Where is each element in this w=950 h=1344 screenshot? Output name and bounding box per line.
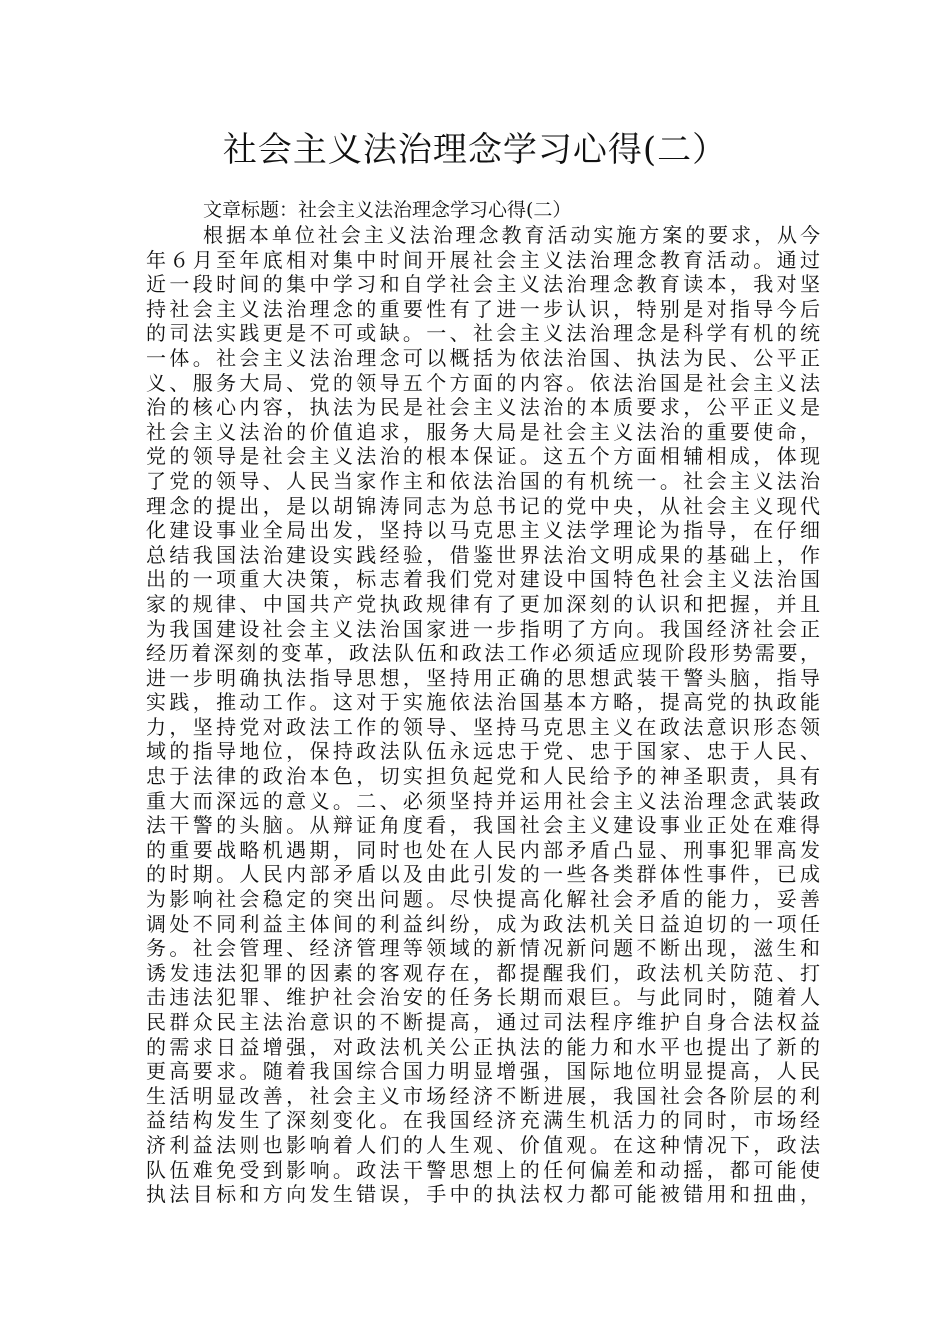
body-line: 出的一项重大决策，标志着我们党对建设中国特色社会主义法治国 bbox=[146, 567, 820, 592]
body-line: 力，坚持党对政法工作的领导、坚持马克思主义在政法意识形态领 bbox=[146, 714, 820, 739]
body-line: 队伍难免受到影响。政法干警思想上的任何偏差和动摇，都可能使 bbox=[146, 1157, 820, 1182]
body-line: 理念的提出，是以胡锦涛同志为总书记的党中央，从社会主义现代 bbox=[146, 493, 820, 518]
body-line: 更高要求。随着我国综合国力明显增强，国际地位明显提高，人民 bbox=[146, 1059, 820, 1084]
body-line: 的司法实践更是不可或缺。一、社会主义法治理念是科学有机的统 bbox=[146, 321, 820, 346]
body-line: 诱发违法犯罪的因素的客观存在，都提醒我们，政法机关防范、打 bbox=[146, 960, 820, 985]
body-line: 进一步明确执法指导思想，坚持用正确的思想武装干警头脑，指导 bbox=[146, 665, 820, 690]
body-line: 民群众民主法治意识的不断提高，通过司法程序维护自身合法权益 bbox=[146, 1010, 820, 1034]
body-line: 生活明显改善，社会主义市场经济不断进展，我国社会各阶层的利 bbox=[146, 1083, 820, 1108]
body-line: 根据本单位社会主义法治理念教育活动实施方案的要求，从今 bbox=[203, 223, 820, 247]
body-line: 经历着深刻的变革，政法队伍和政法工作必须适应现阶段形势需要， bbox=[146, 641, 820, 666]
body-line: 调处不同利益主体间的利益纠纷，成为政法机关日益迫切的一项任 bbox=[146, 911, 820, 936]
body-line: 法干警的头脑。从辩证角度看，我国社会主义建设事业正处在难得 bbox=[146, 813, 820, 838]
document-title: 社会主义法治理念学习心得(二） bbox=[222, 130, 728, 170]
body-line: 持社会主义法治理念的重要性有了进一步认识，特别是对指导今后 bbox=[146, 296, 820, 321]
body-paragraph bbox=[146, 223, 820, 1207]
body-line: 家的规律、中国共产党执政规律有了更加深刻的认识和把握，并且 bbox=[146, 591, 820, 616]
body-line: 击违法犯罪、维护社会治安的任务长期而艰巨。与此同时，随着人 bbox=[146, 985, 820, 1010]
body-line: 的时期。人民内部矛盾以及由此引发的一些各类群体性事件，已成 bbox=[146, 862, 820, 887]
body-line: 总结我国法治建设实践经验，借鉴世界法治文明成果的基础上，作 bbox=[146, 542, 820, 567]
body-line: 域的指导地位，保持政法队伍永远忠于党、忠于国家、忠于人民、 bbox=[146, 739, 820, 764]
body-line: 近一段时间的集中学习和自学社会主义法治理念教育读本，我对坚 bbox=[146, 272, 820, 297]
body-line: 党的领导是社会主义法治的根本保证。这五个方面相辅相成，体现 bbox=[146, 444, 820, 469]
body-line: 为我国建设社会主义法治国家进一步指明了方向。我国经济社会正 bbox=[146, 616, 820, 641]
body-line: 了党的领导、人民当家作主和依法治国的有机统一。社会主义法治 bbox=[146, 468, 820, 493]
article-heading: 文章标题：社会主义法治理念学习心得(二） bbox=[203, 199, 572, 221]
body-line: 重大而深远的意义。二、必须坚持并运用社会主义法治理念武装政 bbox=[146, 788, 820, 813]
body-line: 年６月至年底相对集中时间开展社会主义法治理念教育活动。通过 bbox=[146, 247, 820, 272]
body-line: 治的核心内容，执法为民是社会主义法治的本质要求，公平正义是 bbox=[146, 395, 820, 420]
body-line: 的需求日益增强，对政法机关公正执法的能力和水平也提出了新的 bbox=[146, 1034, 820, 1059]
body-line: 社会主义法治的价值追求，服务大局是社会主义法治的重要使命， bbox=[146, 419, 820, 444]
body-line: 执法目标和方向发生错误，手中的执法权力都可能被错用和扭曲， bbox=[146, 1182, 820, 1207]
body-line: 实践，推动工作。这对于实施依法治国基本方略，提高党的执政能 bbox=[146, 690, 820, 715]
body-line: 义、服务大局、党的领导五个方面的内容。依法治国是社会主义法 bbox=[146, 370, 820, 395]
body-line: 的重要战略机遇期，同时也处在人民内部矛盾凸显、刑事犯罪高发 bbox=[146, 837, 820, 862]
body-line: 济利益法则也影响着人们的人生观、价值观。在这种情况下，政法 bbox=[146, 1132, 820, 1157]
body-line: 一体。社会主义法治理念可以概括为依法治国、执法为民、公平正 bbox=[146, 345, 820, 370]
body-line: 益结构发生了深刻变化。在我国经济充满生机活力的同时，市场经 bbox=[146, 1108, 820, 1133]
body-line: 忠于法律的政治本色，切实担负起党和人民给予的神圣职责，具有 bbox=[146, 764, 820, 789]
body-line: 务。社会管理、经济管理等领域的新情况新问题不断出现，滋生和 bbox=[146, 936, 820, 961]
body-line: 化建设事业全局出发，坚持以马克思主义法学理论为指导，在仔细 bbox=[146, 518, 820, 543]
body-line: 为影响社会稳定的突出问题。尽快提高化解社会矛盾的能力，妥善 bbox=[146, 887, 820, 912]
